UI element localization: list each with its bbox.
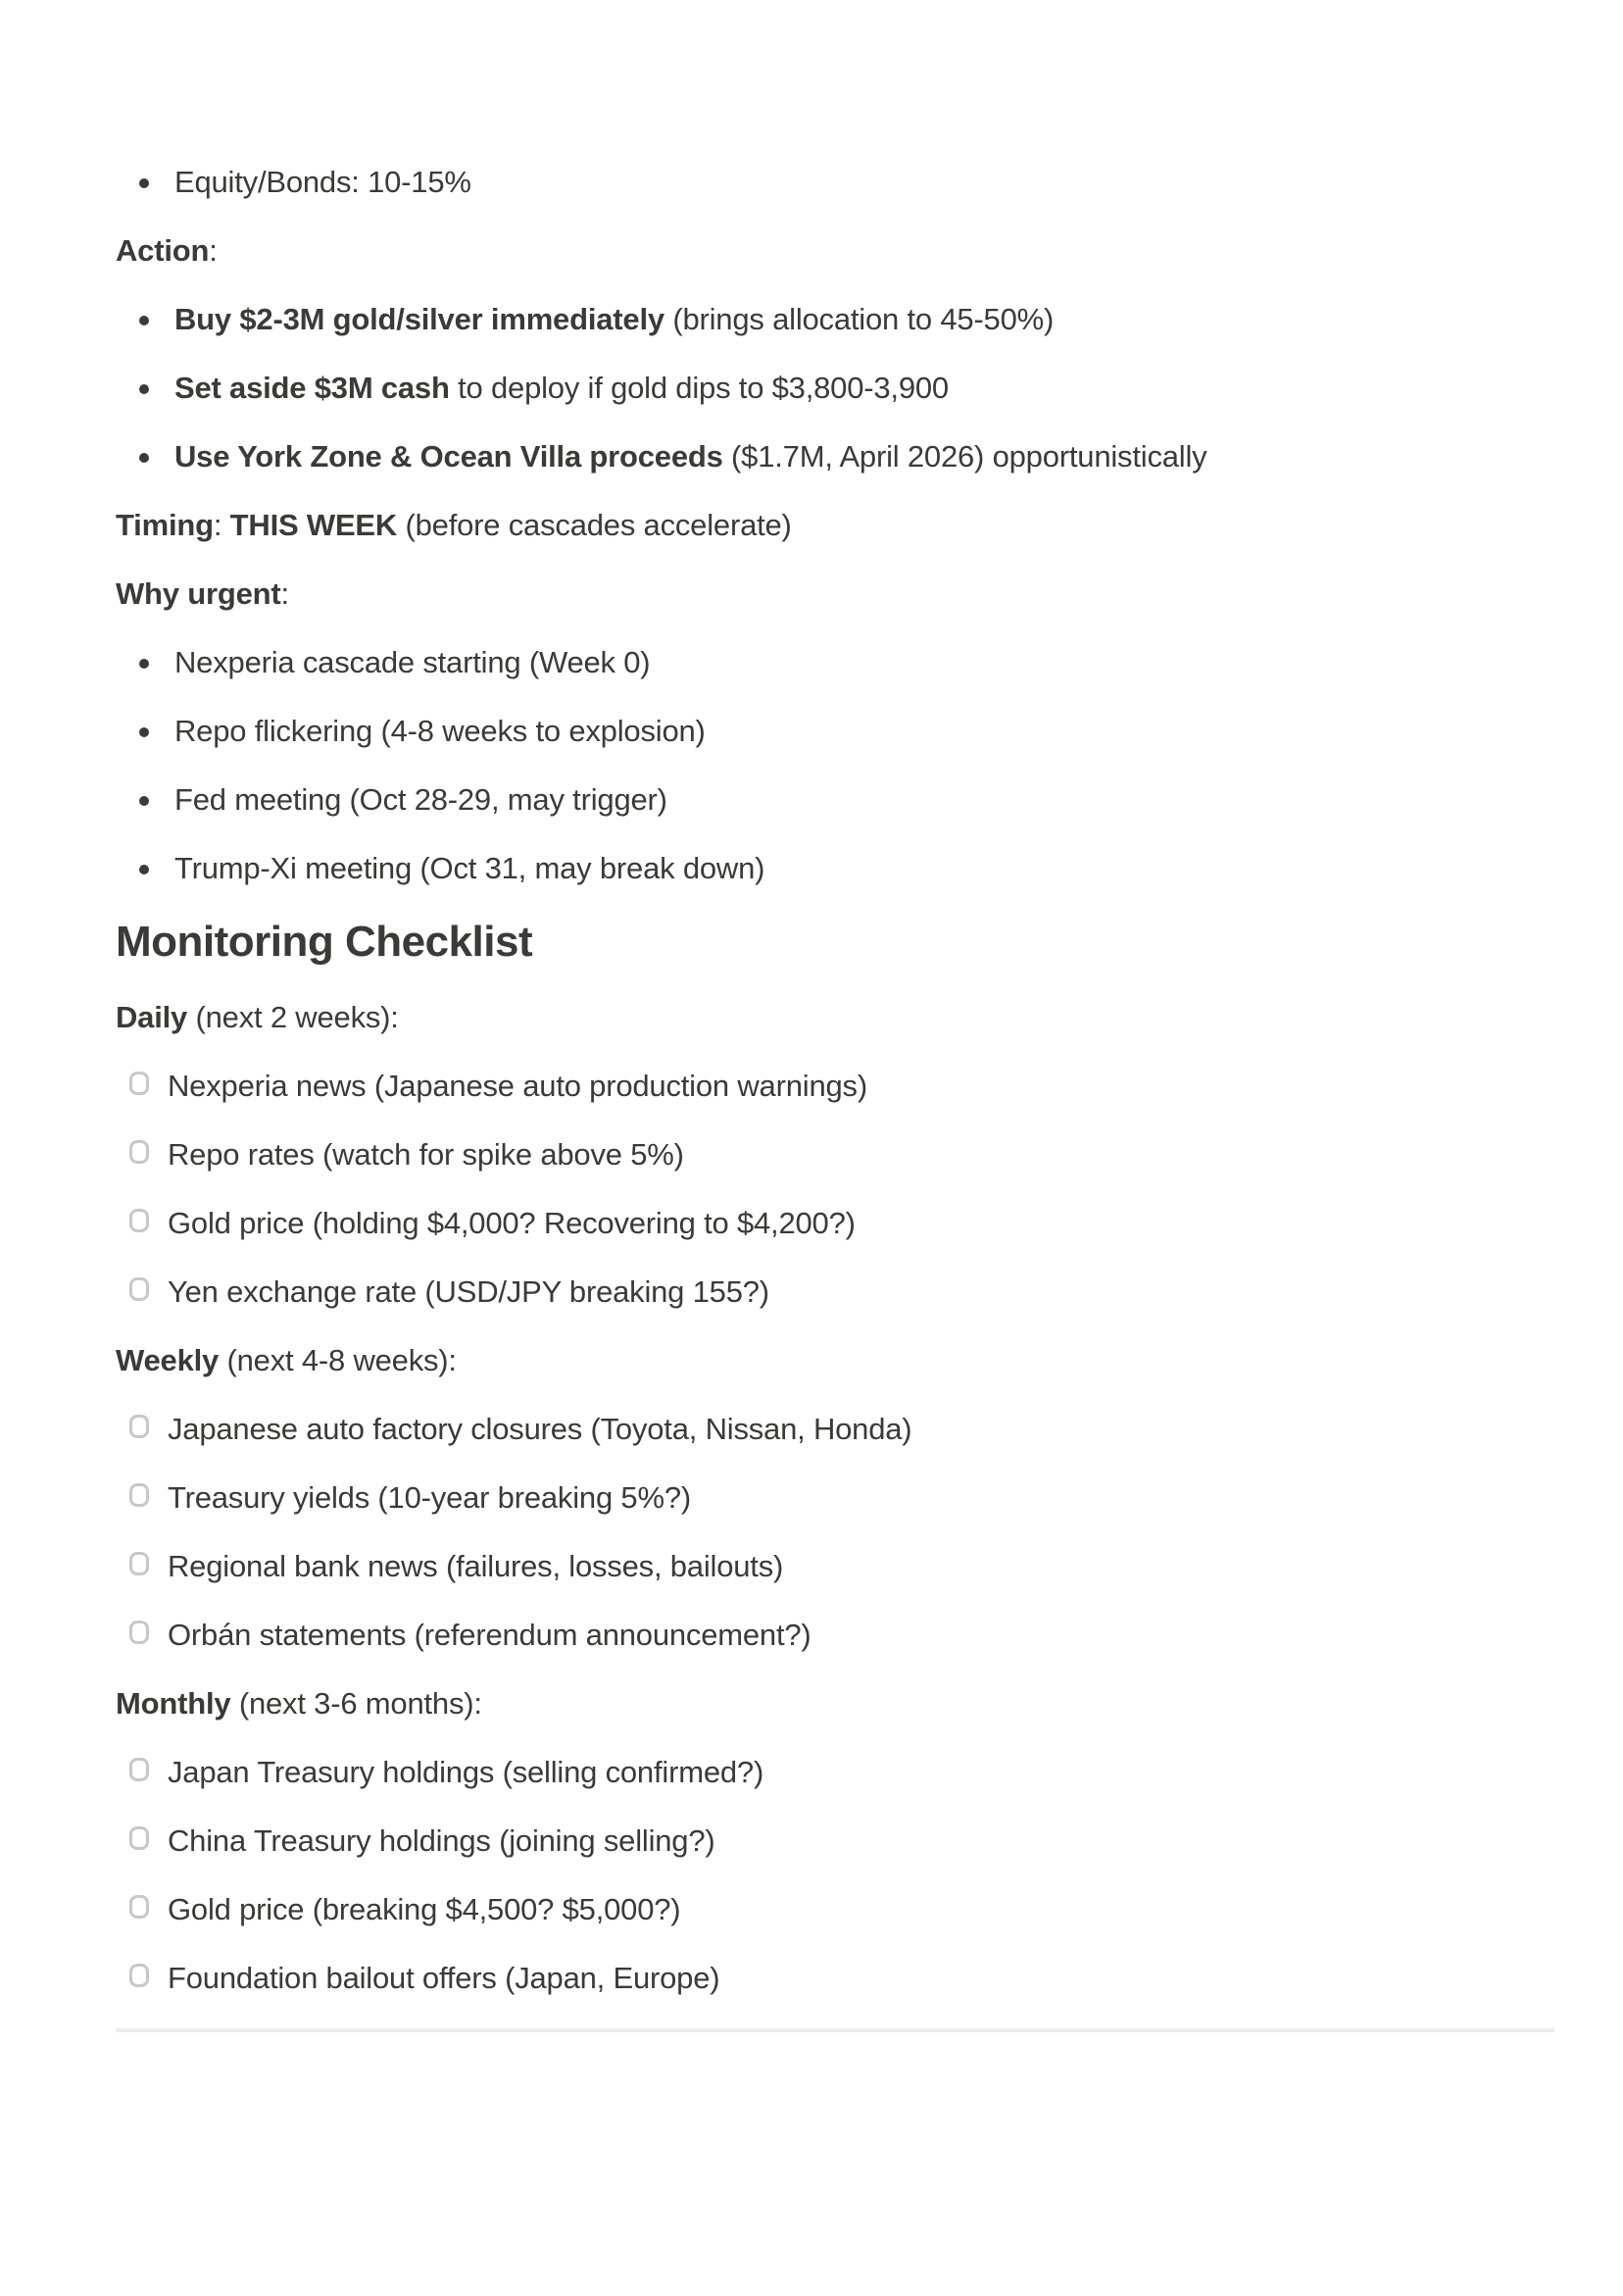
group-label-bold: Daily [116,1000,188,1034]
list-item-bold: Use York Zone & Ocean Villa proceeds [174,439,723,474]
list-item [116,850,1554,887]
checklist-item [116,1891,1554,1928]
checklist-item [116,1548,1554,1585]
action-list [116,301,1554,475]
checkbox[interactable] [129,1209,149,1232]
group-label-suffix: (next 4-8 weeks): [219,1343,457,1377]
list-item-bold: Set aside $3M cash [174,371,450,405]
checklist-item [116,1754,1554,1791]
list-item [116,370,1554,407]
checklist-item-text: Gold price (holding $4,000? Recovering to $4,200?) [168,1206,856,1240]
timing-label: Timing [116,508,214,542]
checkbox[interactable] [129,1483,149,1507]
checkbox[interactable] [129,1140,149,1164]
checkbox[interactable] [129,1072,149,1095]
divider [116,2028,1554,2032]
section-title: Monitoring Checklist [116,918,533,966]
why-urgent-heading [116,575,1554,613]
list-item-bold: Buy $2-3M gold/silver immediately [174,302,664,336]
checkbox[interactable] [129,1895,149,1919]
list-item [116,781,1554,819]
list-item-text: Nexperia cascade starting (Week 0) [174,645,651,679]
list-item [116,301,1554,338]
checklist-item [116,1479,1554,1517]
checklist-item-text: Regional bank news (failures, losses, bailouts) [168,1549,784,1583]
list-item-text: Equity/Bonds: 10-15% [174,165,471,199]
timing-text: (before cascades accelerate) [397,508,792,542]
action-colon: : [209,233,218,268]
checklist-item [116,1205,1554,1242]
why-urgent-label: Why urgent [116,576,281,611]
checklist-item-text: Gold price (breaking $4,500? $5,000?) [168,1892,681,1926]
list-item-text: ($1.7M, April 2026) opportunistically [722,439,1207,474]
checklist-item-text: Japanese auto factory closures (Toyota, Nissan, Honda) [168,1412,912,1446]
intro-list [116,164,1554,201]
timing-colon: : [213,508,230,542]
list-item-text: (brings allocation to 45-50%) [664,302,1055,336]
checklist-item [116,1273,1554,1311]
checklist-item-text: Yen exchange rate (USD/JPY breaking 155?) [168,1274,769,1309]
checklist-item-text: Foundation bailout offers (Japan, Europe) [168,1961,720,1995]
checklist-item [116,1822,1554,1860]
list-item [116,713,1554,750]
checklist-item-text: Nexperia news (Japanese auto production warnings) [168,1069,867,1103]
checkbox[interactable] [129,1552,149,1575]
group-label-suffix: (next 2 weeks): [187,1000,399,1034]
list-item-text: Fed meeting (Oct 28-29, may trigger) [174,782,667,817]
checklist-item-text: Orbán statements (referendum announcement?) [168,1618,812,1652]
checklist-item-text: China Treasury holdings (joining selling?) [168,1823,715,1858]
group-label-bold: Monthly [116,1686,231,1721]
checklist-item-text: Repo rates (watch for spike above 5%) [168,1137,684,1172]
group-label-daily [116,999,1554,1036]
checklist-item-text: Treasury yields (10-year breaking 5%?) [168,1480,691,1515]
group-label-suffix: (next 3-6 months): [230,1686,482,1721]
checklist-item-text: Japan Treasury holdings (selling confirmed?) [168,1755,764,1789]
group-label-monthly [116,1685,1554,1722]
checkbox[interactable] [129,1964,149,1987]
checkbox[interactable] [129,1758,149,1781]
checkbox[interactable] [129,1621,149,1644]
list-item [116,164,1554,201]
group-label-bold: Weekly [116,1343,220,1377]
checklist-item [116,1136,1554,1173]
checkbox[interactable] [129,1277,149,1301]
checkbox[interactable] [129,1415,149,1438]
checkbox[interactable] [129,1826,149,1850]
why-urgent-colon: : [280,576,289,611]
checklist-item [116,1617,1554,1654]
list-item-text: to deploy if gold dips to $3,800-3,900 [449,371,949,405]
group-label-weekly [116,1342,1554,1379]
action-label: Action [116,233,210,268]
timing-line [116,507,1554,544]
checklist-item [116,1068,1554,1105]
why-urgent-list [116,644,1554,887]
list-item-text: Repo flickering (4-8 weeks to explosion) [174,714,706,748]
action-heading [116,232,1554,270]
list-item-text: Trump-Xi meeting (Oct 31, may break down) [174,851,765,885]
checklist-item [116,1960,1554,1997]
list-item [116,644,1554,681]
list-item [116,438,1554,475]
timing-emphasis: THIS WEEK [229,508,398,542]
checklist-item [116,1411,1554,1448]
